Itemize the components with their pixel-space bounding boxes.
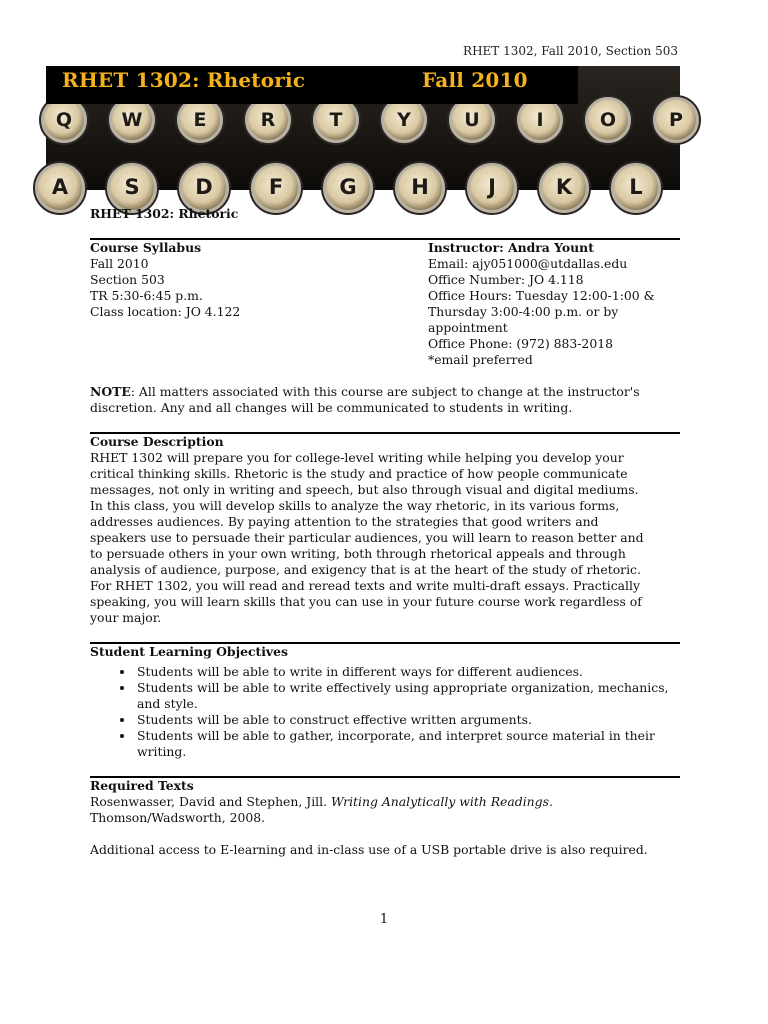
- course-description-line: critical thinking skills. Rhetoric is the study and practice of how people communicate: [90, 466, 628, 481]
- syllabus-content: [90, 206, 680, 858]
- key-row2-letter: S: [124, 175, 140, 199]
- course-description-section: [90, 432, 680, 626]
- syllabus-info: [90, 240, 410, 368]
- citation-authors: Rosenwasser, David and Stephen, Jill.: [90, 794, 331, 809]
- key-row2-letter: L: [629, 175, 643, 199]
- syllabus-time: TR 5:30-6:45 p.m.: [90, 288, 203, 303]
- syllabus-section: Section 503: [90, 272, 165, 287]
- key-row1-letter: E: [193, 109, 207, 131]
- key-row1-letter: T: [329, 109, 343, 131]
- typewriter-key: [34, 162, 86, 214]
- instructor-email-note: *email preferred: [428, 352, 533, 367]
- instructor-office-hours-1: Office Hours: Tuesday 12:00-1:00 &: [428, 288, 655, 303]
- page-number: 1: [379, 912, 389, 927]
- instructor-office-hours-2: Thursday 3:00-4:00 p.m. or by: [428, 304, 619, 319]
- course-description-line: addresses audiences. By paying attention to the strategies that good writers and: [90, 514, 599, 529]
- note-text-2: discretion. Any and all changes will be communicated to students in writing.: [90, 400, 573, 415]
- key-row2-letter: K: [555, 175, 573, 199]
- key-row2-letter: A: [51, 175, 69, 199]
- course-description-line: speaking, you will learn skills that you can use in your future course work regardless of: [90, 594, 642, 609]
- key-row1-letter: U: [464, 109, 480, 131]
- instructor-office-hours-3: appointment: [428, 320, 508, 335]
- typewriter-key: [652, 96, 700, 144]
- course-description-line: In this class, you will develop skills to analyze the way rhetoric, in its various forms,: [90, 498, 620, 513]
- instructor-email: Email: ajy051000@utdallas.edu: [428, 256, 628, 271]
- required-texts-heading: Required Texts: [90, 778, 194, 793]
- banner-title: RHET 1302: Rhetoric: [62, 68, 306, 92]
- syllabus-term: Fall 2010: [90, 256, 149, 271]
- instructor-heading: Instructor: Andra Yount: [428, 240, 594, 255]
- running-head: RHET 1302, Fall 2010, Section 503: [463, 44, 678, 58]
- course-description-line: For RHET 1302, you will read and reread texts and write multi-draft essays. Practically: [90, 578, 640, 593]
- learning-objectives-section: [90, 642, 680, 760]
- info-columns: [90, 240, 680, 368]
- learning-objectives-heading: Student Learning Objectives: [90, 644, 288, 659]
- additional-requirements: Additional access to E-learning and in-class use of a USB portable drive is also required.: [90, 842, 648, 857]
- instructor-phone: Office Phone: (972) 883-2018: [428, 336, 613, 351]
- citation-publisher: Thomson/Wadsworth, 2008.: [90, 810, 266, 825]
- key-row1-letter: P: [669, 109, 683, 131]
- key-row1-letter: Y: [397, 109, 411, 131]
- course-description-heading: Course Description: [90, 434, 224, 449]
- note-text-1: : All matters associated with this course are subject to change at the instructor's: [130, 384, 640, 399]
- course-description-line: speakers use to persuade their particular audiences, you will learn to reason better and: [90, 530, 644, 545]
- note-label: NOTE: [90, 384, 131, 399]
- syllabus-heading: Course Syllabus: [90, 240, 202, 255]
- key-row2-letter: G: [339, 175, 357, 199]
- banner-term: Fall 2010: [422, 68, 528, 92]
- required-texts-section: [90, 776, 680, 858]
- list-item: • Students will be able to write in different ways for different audiences.: [135, 664, 680, 680]
- course-description-line: to persuade others in your own writing, both through rhetorical appeals and through: [90, 546, 626, 561]
- course-description-line: analysis of audience, purpose, and exigency that is at the heart of the study of rhetoric.: [90, 562, 641, 577]
- key-row2-letter: F: [268, 175, 284, 199]
- typewriter-key: [584, 96, 632, 144]
- citation-period: .: [548, 794, 553, 809]
- key-row1-letter: I: [536, 109, 544, 131]
- note-paragraph: [90, 384, 680, 416]
- key-row2-letter: H: [411, 175, 429, 199]
- list-item: • Students will be able to construct effective written arguments.: [135, 712, 680, 728]
- required-text-citation: [90, 794, 680, 810]
- course-description-line: RHET 1302 will prepare you for college-level writing while helping you develop your: [90, 450, 624, 465]
- list-item: • Students will be able to gather, incorporate, and interpret source material in their writing.: [135, 728, 680, 760]
- course-description-text: [90, 450, 680, 626]
- citation-book-title: Writing Analytically with Readings: [330, 794, 549, 809]
- banner-title-bar: [46, 66, 578, 104]
- syllabus-location: Class location: JO 4.122: [90, 304, 241, 319]
- learning-objectives-list: [90, 664, 680, 760]
- key-row1-letter: R: [260, 109, 276, 131]
- key-row1-letter: W: [121, 109, 143, 131]
- course-title: RHET 1302: Rhetoric: [90, 206, 239, 221]
- key-row1-letter: O: [599, 109, 617, 131]
- course-description-line: your major.: [90, 610, 162, 625]
- course-description-line: messages, not only in writing and speech, but also through visual and digital mediums.: [90, 482, 639, 497]
- key-row1-letter: Q: [55, 109, 73, 131]
- list-item: • Students will be able to write effectively using appropriate organization, mechanics, and style.: [135, 680, 680, 712]
- key-row2-letter: D: [195, 175, 213, 199]
- instructor-office-number: Office Number: JO 4.118: [428, 272, 584, 287]
- instructor-info: [428, 240, 680, 368]
- typewriter-banner: [46, 66, 683, 199]
- key-row2-letter: J: [488, 175, 496, 199]
